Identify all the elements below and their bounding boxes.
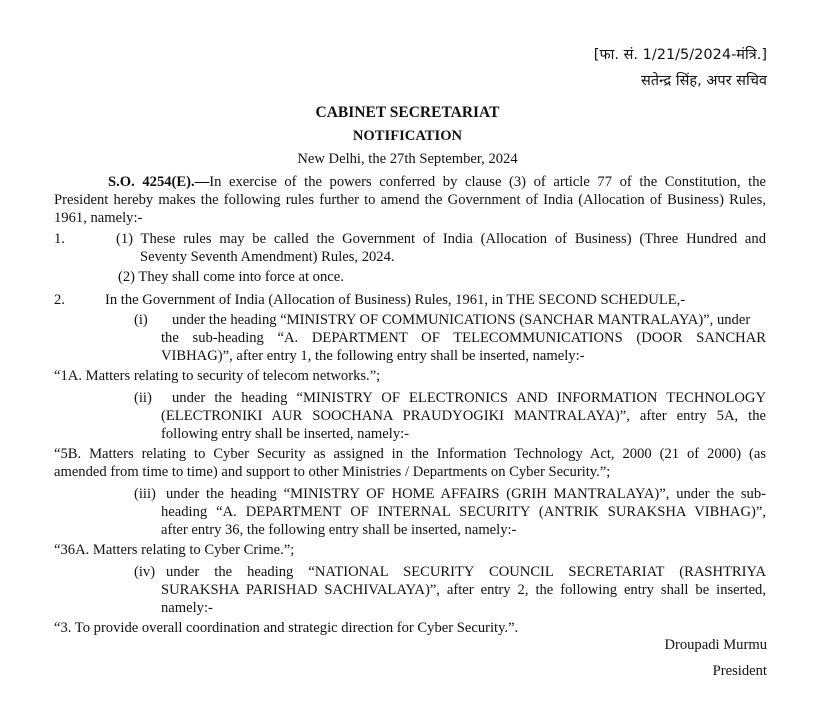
item-iv-line2: SURAKSHA PARISHAD SACHIVALAYA)”, after entry 2, the following entry shall be inserted,: [161, 582, 766, 598]
signatory-name: Droupadi Murmu: [664, 637, 767, 653]
item-i-line1: under the heading “MINISTRY OF COMMUNICATIONS (SANCHAR MANTRALAYA)”, under: [172, 312, 751, 328]
notification-heading: NOTIFICATION: [352, 128, 463, 144]
item-iii-line3: after entry 36, the following entry shall be inserted, namely:-: [161, 522, 517, 538]
preamble-line1: In exercise of the powers conferred by clause (3) of article 77 of the Constitution, the: [209, 174, 767, 190]
preamble-line2: President hereby makes the following rules further to amend the Government of India (Allocation of Business) Rules,: [54, 192, 766, 208]
item-iii-marker: (iii): [134, 486, 156, 502]
file-reference: [फा. सं. 1/21/5/2024-मंत्रि.]: [593, 47, 767, 63]
item-i-text: [161, 311, 766, 365]
item-ii-line1: under the heading “MINISTRY OF ELECTRONICS AND INFORMATION TECHNOLOGY: [172, 390, 766, 406]
rule-1-sub-2: (2) They shall come into force at once.: [118, 269, 344, 285]
item-iii-text: [161, 485, 766, 539]
item-ii-text: [161, 389, 766, 443]
item-i-line2: the sub-heading “A. DEPARTMENT OF TELECOMMUNICATIONS (DOOR SANCHAR: [161, 330, 766, 346]
item-i-marker: (i): [134, 312, 148, 328]
item-iii-line2: heading “A. DEPARTMENT OF INTERNAL SECURITY (ANTRIK SURAKSHA VIBHAG)”,: [161, 504, 766, 520]
preamble: [54, 173, 766, 227]
preamble-first-line: [54, 173, 766, 191]
signatory-title: President: [712, 663, 767, 679]
item-iv-text: [161, 563, 766, 617]
ministry-heading: CABINET SECRETARIAT: [315, 104, 500, 121]
item-i-line3: VIBHAG)”, after entry 1, the following entry shall be inserted, namely:-: [161, 348, 585, 364]
item-iv-line3: namely:-: [161, 600, 213, 616]
item-ii-marker: (ii): [134, 390, 152, 406]
item-iv-marker: (iv): [134, 564, 156, 580]
item-ii-line2: (ELECTRONIKI AUR SOOCHANA PRAUDYOGIKI MANTRALAYA)”, after entry 5A, the: [161, 408, 766, 424]
item-iii-line1: under the heading “MINISTRY OF HOME AFFAIRS (GRIH MANTRALAYA)”, under the sub-: [166, 486, 766, 502]
entry-1a: “1A. Matters relating to security of telecom networks.”;: [54, 368, 381, 384]
rule-1-sub-1: [116, 230, 766, 266]
entry-5b-line1: “5B. Matters relating to Cyber Security as assigned in the Information Technology Act, 2000 (21 of 2000) (as: [54, 446, 766, 462]
rule-2-number: 2.: [54, 292, 65, 308]
signatory-line: सतेन्द्र सिंह, अपर सचिव: [640, 73, 767, 89]
item-ii-line3: following entry shall be inserted, namely:-: [161, 426, 410, 442]
preamble-line3: 1961, namely:-: [54, 210, 143, 226]
entry-5b: [54, 445, 766, 481]
entry-36a: “36A. Matters relating to Cyber Crime.”;: [54, 542, 295, 558]
rule-1-sub-1-line2: Seventy Seventh Amendment) Rules, 2024.: [140, 249, 395, 265]
rule-1-sub-1-line1: (1) These rules may be called the Government of India (Allocation of Business) (Three Hundred and: [116, 231, 766, 247]
so-number: S.O. 4254(E).: [108, 174, 195, 190]
entry-5b-line2: amended from time to time) and support to other Ministries / Departments on Cyber Security.”;: [54, 464, 611, 480]
rule-2-intro: In the Government of India (Allocation of Business) Rules, 1961, in THE SECOND SCHEDULE,-: [105, 292, 686, 308]
rule-1-number: 1.: [54, 231, 65, 247]
place-date: New Delhi, the 27th September, 2024: [297, 151, 518, 167]
item-iv-line1: under the heading “NATIONAL SECURITY COUNCIL SECRETARIAT (RASHTRIYA: [166, 564, 766, 580]
entry-3: “3. To provide overall coordination and strategic direction for Cyber Security.”.: [54, 620, 519, 636]
so-dash: —: [194, 174, 210, 190]
